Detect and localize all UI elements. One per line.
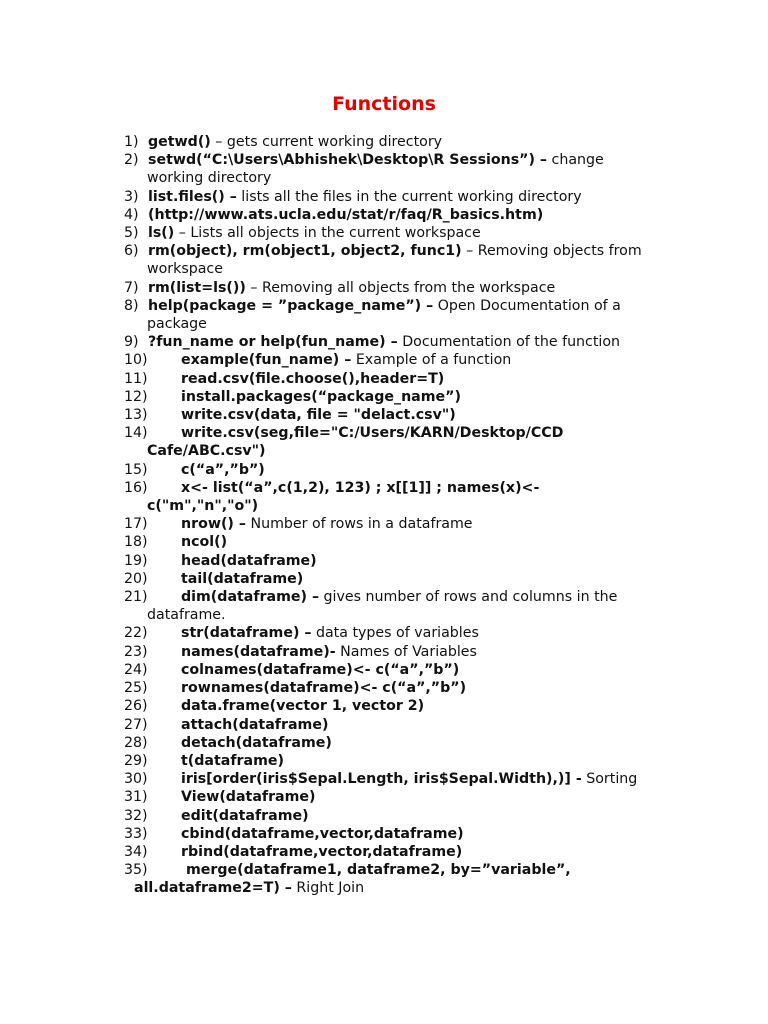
function-code: c(“a”,”b”): [181, 461, 265, 478]
list-item: [124, 515, 744, 533]
function-code: attach(dataframe): [181, 716, 329, 733]
item-number: 20): [124, 570, 148, 587]
list-item: [124, 333, 744, 351]
function-code: rbind(dataframe,vector,dataframe): [181, 843, 463, 860]
list-item: [124, 624, 744, 642]
item-continuation: [124, 497, 744, 515]
item-number: 34): [124, 843, 148, 860]
function-code: write.csv(data, file = "delact.csv"): [181, 407, 456, 424]
function-description: Number of rows in a dataframe: [245, 516, 473, 533]
item-number: 16): [124, 479, 148, 496]
item-continuation: [124, 169, 744, 187]
function-code: data.frame(vector 1, vector 2): [181, 698, 425, 715]
list-item: [124, 807, 744, 825]
function-description: Open Documentation of a: [433, 297, 621, 314]
item-number: 19): [124, 552, 148, 569]
item-number: 1): [124, 134, 139, 150]
item-number: 8): [124, 297, 139, 314]
function-code: x<- list(“a”,c(1,2), 123) ; x[[1]] ; names(x)<-: [181, 479, 540, 496]
list-item: [124, 424, 744, 460]
item-number: 26): [124, 698, 148, 715]
function-list: [124, 133, 744, 898]
item-continuation: [124, 442, 744, 460]
list-item: [124, 643, 744, 661]
function-description: Example of a function: [351, 352, 512, 369]
item-number: 33): [124, 825, 148, 842]
function-description: gives number of rows and columns in the: [319, 589, 618, 606]
item-number: 31): [124, 789, 148, 806]
continuation-description: Right Join: [291, 880, 365, 897]
item-number: 6): [124, 243, 139, 260]
function-code: iris[order(iris$Sepal.Length, iris$Sepal.Width),)] -: [181, 771, 582, 788]
item-number: 9): [124, 334, 139, 351]
item-number: 13): [124, 407, 148, 424]
item-number: 18): [124, 534, 148, 551]
function-code: rm(list=ls()): [148, 279, 246, 296]
function-description: lists all the files in the current working directory: [236, 188, 582, 205]
item-number: 3): [124, 188, 139, 205]
function-code: t(dataframe): [181, 752, 284, 769]
continuation-code: all.dataframe2=T) –: [134, 880, 292, 897]
list-item: [124, 188, 744, 206]
function-code: write.csv(seg,file="C:/Users/KARN/Desktop/CCD: [181, 425, 564, 442]
function-description: data types of variables: [311, 625, 479, 642]
list-item: [124, 206, 744, 224]
item-number: 22): [124, 625, 148, 642]
function-code: edit(dataframe): [181, 807, 309, 824]
list-item: [124, 151, 744, 187]
function-code: colnames(dataframe)<- c(“a”,”b”): [181, 661, 460, 678]
list-item: [124, 351, 744, 369]
list-item: [124, 734, 744, 752]
continuation-code: c("m","n","o"): [147, 498, 259, 515]
item-number: 17): [124, 516, 148, 533]
item-continuation: [124, 260, 744, 278]
item-number: 5): [124, 225, 139, 242]
continuation-description: dataframe.: [147, 607, 226, 624]
continuation-description: package: [147, 316, 207, 333]
function-code: nrow() –: [181, 516, 246, 533]
list-item: [124, 588, 744, 624]
item-number: 30): [124, 771, 148, 788]
function-description: – gets current working directory: [210, 134, 443, 150]
function-code: View(dataframe): [181, 789, 316, 806]
list-item: [124, 370, 744, 388]
item-continuation: [124, 315, 744, 333]
item-number: 24): [124, 661, 148, 678]
list-item: [124, 461, 744, 479]
list-item: [124, 752, 744, 770]
function-code: getwd(): [148, 134, 211, 150]
list-item: [124, 661, 744, 679]
document-title: Functions: [332, 93, 436, 115]
list-item: [124, 697, 744, 715]
list-item: [124, 242, 744, 278]
list-item: [124, 788, 744, 806]
item-number: 21): [124, 589, 148, 606]
item-number: 27): [124, 716, 148, 733]
item-number: 29): [124, 752, 148, 769]
function-code: help(package = ”package_name”) –: [148, 297, 434, 314]
function-description: – Lists all objects in the current workspace: [174, 225, 481, 242]
list-item: [124, 224, 744, 242]
list-item: [124, 825, 744, 843]
list-item: [124, 843, 744, 861]
function-code: rm(object), rm(object1, object2, func1): [148, 243, 462, 260]
function-code: (http://www.ats.ucla.edu/stat/r/faq/R_basics.htm): [148, 206, 544, 223]
function-code: read.csv(file.choose(),header=T): [181, 370, 445, 387]
item-number: 7): [124, 279, 139, 296]
list-item: [124, 770, 744, 788]
function-code: setwd(“C:\Users\Abhishek\Desktop\R Sessions”) –: [148, 152, 548, 169]
function-code: dim(dataframe) –: [181, 589, 320, 606]
list-item: [124, 279, 744, 297]
list-item: [124, 388, 744, 406]
function-code: install.packages(“package_name”): [181, 388, 461, 405]
function-description: – Removing all objects from the workspace: [245, 279, 556, 296]
item-number: 28): [124, 734, 148, 751]
function-code: ls(): [148, 225, 175, 242]
list-item: [124, 406, 744, 424]
item-number: 14): [124, 425, 148, 442]
item-number: 35): [124, 862, 148, 879]
item-continuation: [124, 879, 744, 897]
item-number: 15): [124, 461, 148, 478]
continuation-code: Cafe/ABC.csv"): [147, 443, 266, 460]
function-code: ncol(): [181, 534, 228, 551]
list-item: [124, 133, 744, 151]
item-number: 2): [124, 152, 139, 169]
function-code: list.files() –: [148, 188, 237, 205]
item-number: 11): [124, 370, 148, 387]
function-code: rownames(dataframe)<- c(“a”,”b”): [181, 680, 467, 697]
continuation-description: workspace: [147, 261, 223, 278]
item-number: 23): [124, 643, 148, 660]
list-item: [124, 679, 744, 697]
list-item: [124, 861, 744, 897]
function-code: example(fun_name) –: [181, 352, 352, 369]
function-description: change: [547, 152, 604, 169]
item-number: 4): [124, 206, 139, 223]
function-code: tail(dataframe): [181, 570, 304, 587]
function-code: merge(dataframe1, dataframe2, by=”variable”,: [181, 862, 571, 879]
list-item: [124, 533, 744, 551]
list-item: [124, 297, 744, 333]
item-continuation: [124, 606, 744, 624]
list-item: [124, 716, 744, 734]
function-code: names(dataframe)-: [181, 643, 336, 660]
function-code: cbind(dataframe,vector,dataframe): [181, 825, 464, 842]
item-number: 12): [124, 388, 148, 405]
item-number: 10): [124, 352, 148, 369]
function-code: detach(dataframe): [181, 734, 332, 751]
item-number: 25): [124, 680, 148, 697]
function-code: str(dataframe) –: [181, 625, 312, 642]
item-number: 32): [124, 807, 148, 824]
function-description: Documentation of the function: [397, 334, 621, 351]
list-item: [124, 479, 744, 515]
function-description: Sorting: [581, 771, 638, 788]
list-item: [124, 570, 744, 588]
continuation-description: working directory: [147, 170, 272, 187]
list-item: [124, 552, 744, 570]
function-code: head(dataframe): [181, 552, 317, 569]
function-description: Names of Variables: [335, 643, 477, 660]
function-code: ?fun_name or help(fun_name) –: [148, 334, 398, 351]
function-description: – Removing objects from: [461, 243, 642, 260]
